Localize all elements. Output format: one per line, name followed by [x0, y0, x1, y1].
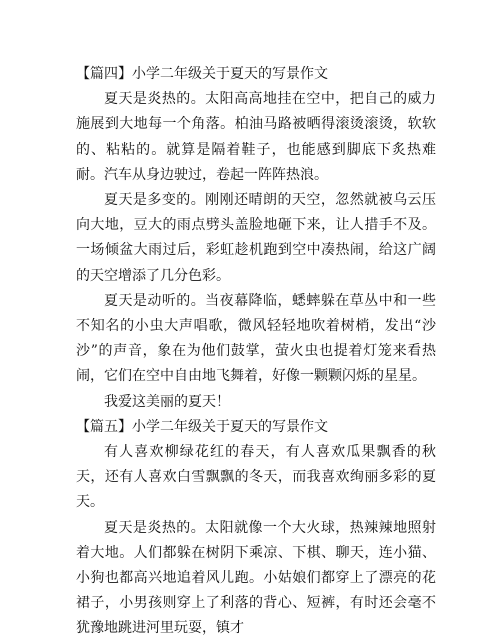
paragraph: 我爱这美丽的夏天！: [104, 393, 230, 410]
paragraph: 夏天是动听的。当夜幕降临，蟋蟀躲在草丛中和一些不知名的小虫大声唱歌，微风轻轻地吹着树梢，发出“沙沙”的声音，象在为他们鼓掌，萤火虫也提着灯笼来看热闹，它们在空中自由地飞舞着，好像一颗颗闪烁的星星。: [76, 292, 436, 385]
document-body: [76, 62, 436, 642]
paragraph: 有人喜欢柳绿花红的春天，有人喜欢瓜果飘香的秋天，还有人喜欢白雪飘飘的冬天，而我喜欢绚丽多彩的夏天。: [76, 444, 436, 511]
section-heading: 【篇四】小学二年级关于夏天的写景作文: [76, 66, 328, 82]
section-heading: 【篇五】小学二年级关于夏天的写景作文: [76, 418, 328, 435]
paragraph: 夏天是多变的。刚刚还晴朗的天空，忽然就被乌云压向大地，豆大的雨点劈头盖脸地砸下来，让人措手不及。一场倾盆大雨过后，彩虹趁机跑到空中凑热闹，给这广阔的天空增添了几分色彩。: [76, 192, 436, 284]
paragraph: 夏天是炎热的。太阳高高地挂在空中，把自己的威力施展到大地每一个角落。柏油马路被晒得滚烫滚烫，软软的、粘粘的。就算是隔着鞋子，也能感到脚底下炙热难耐。汽车从身边驶过，卷起一阵阵热浪。: [76, 91, 436, 183]
paragraph: 夏天是炎热的。太阳就像一个大火球，热辣辣地照射着大地。人们都躲在树阴下乘凉、下棋、聊天，连小猫、小狗也都高兴地追着风儿跑。小姑娘们都穿上了漂亮的花裙子，小男孩则穿上了利落的背心、短裤，有时还会毫不犹豫地跳进河里玩耍，镇才: [76, 519, 436, 637]
